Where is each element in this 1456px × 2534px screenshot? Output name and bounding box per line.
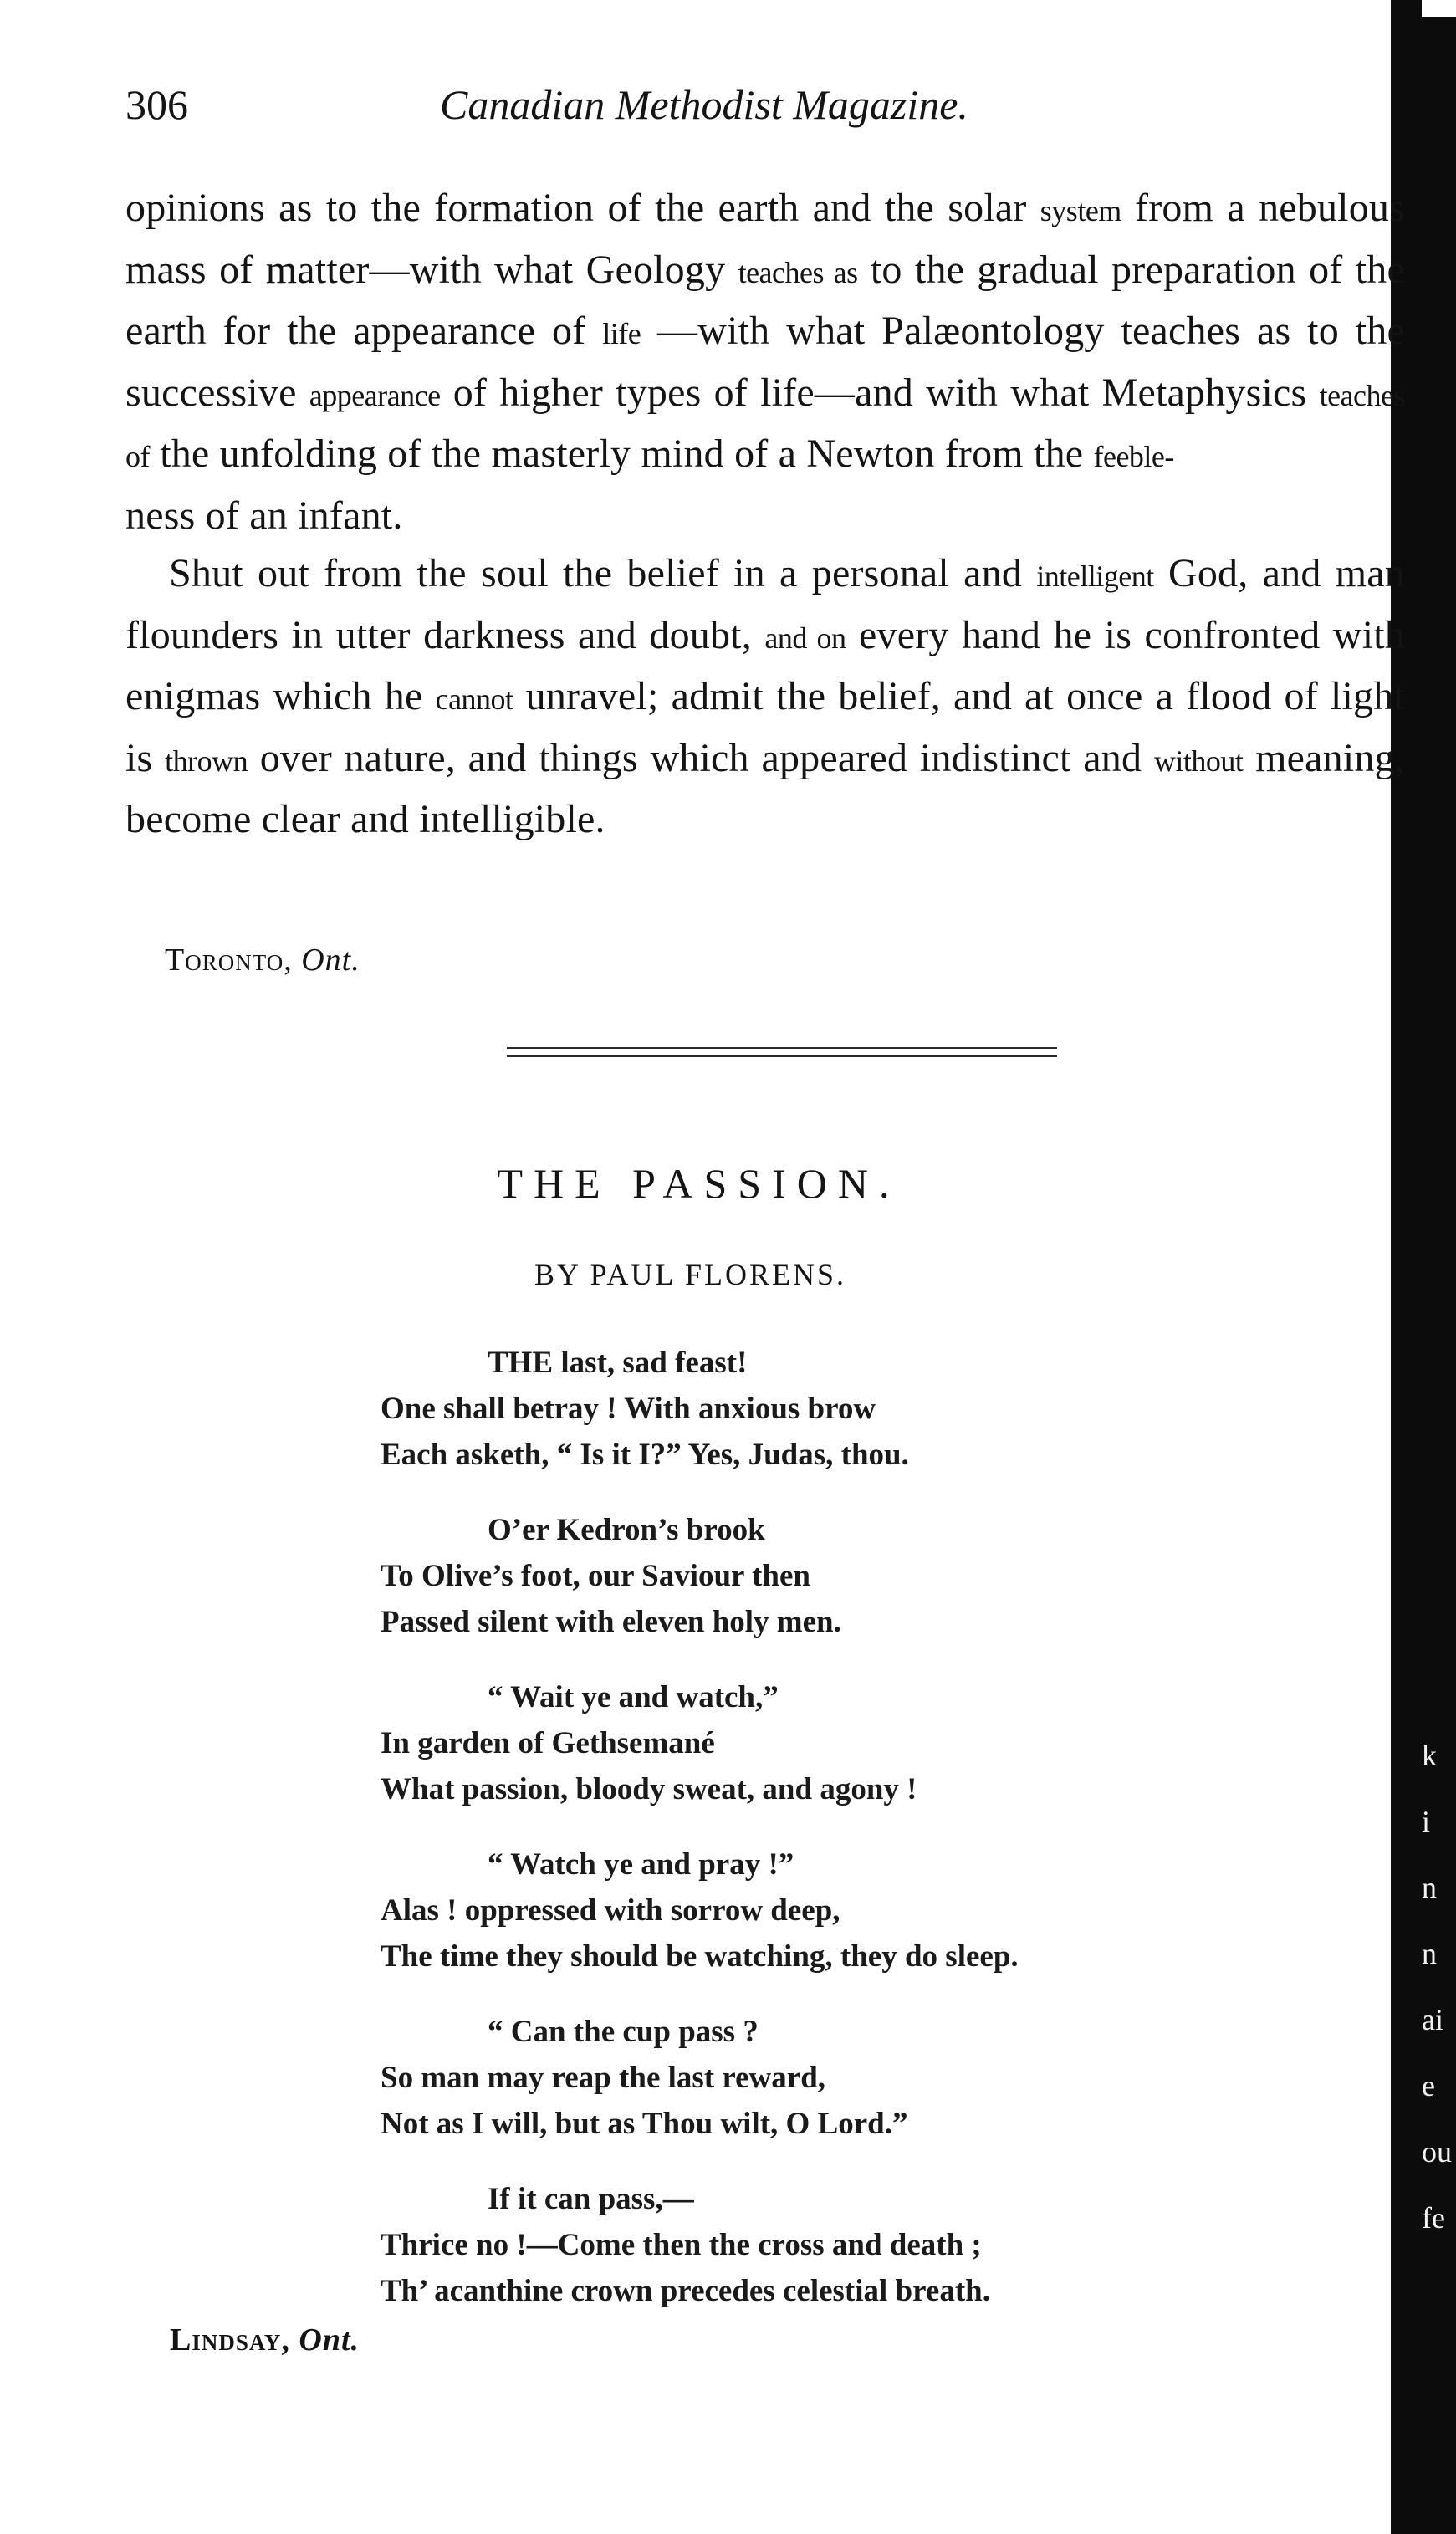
poem-line: “ Watch ye and pray !” xyxy=(488,1847,794,1882)
poem-line: “ Can the cup pass ? xyxy=(488,2015,759,2049)
poem-line: Thrice no !—Come then the cross and death ; xyxy=(381,2228,982,2262)
page-number: 306 xyxy=(125,81,188,128)
poem xyxy=(381,1340,1019,2343)
poem-line: Th’ acanthine crown precedes celestial breath. xyxy=(381,2274,990,2308)
stanza xyxy=(381,1842,1019,1980)
poem-line: So man may reap the last reward, xyxy=(381,2061,826,2095)
poem-line: Alas ! oppressed with sorrow deep, xyxy=(381,1893,840,1928)
poem-byline: BY PAUL FLORENS. xyxy=(534,1258,847,1291)
poem-line: If it can pass,— xyxy=(488,2182,694,2216)
poem-line: THE last, sad feast! xyxy=(488,1346,748,1380)
poem-line: The time they should be watching, they do sleep. xyxy=(381,1939,1019,1974)
stanza xyxy=(381,2009,1019,2147)
poem-line: Each asketh, “ Is it I?” Yes, Judas, thou. xyxy=(381,1438,909,1472)
poem-line: “ Wait ye and watch,” xyxy=(488,1680,779,1714)
edge-fragment: i xyxy=(1422,1805,1431,1838)
poem-line: Passed silent with eleven holy men. xyxy=(381,1605,841,1639)
edge-fragment: k xyxy=(1422,1739,1437,1772)
stanza xyxy=(381,1674,1019,1812)
edge-fragment: n xyxy=(1422,1937,1437,1970)
poem-line: What passion, bloody sweat, and agony ! xyxy=(381,1772,917,1806)
paragraph-2: Shut out from the soul the belief in a personal and intelligent God, and man flounders in utter darkness and doubt, and on every hand he is confronted with enigmas which he cannot unravel; admit the belief, and at once a flood of light is thrown over nature, and things which appeared indistinct and without meaning, become clear and intelligible. xyxy=(125,551,1405,841)
poem-title: THE PASSION. xyxy=(497,1160,901,1207)
section-rule-top xyxy=(507,1047,1057,1049)
running-header xyxy=(125,80,1129,139)
edge-fragment: e xyxy=(1422,2069,1435,2102)
stanza xyxy=(381,2176,1019,2314)
stanza xyxy=(381,1340,1019,1478)
scan-edge-notch xyxy=(1422,0,1456,17)
edge-fragment: n xyxy=(1422,1871,1437,1904)
paragraph-1: opinions as to the formation of the earth and the solar system from a nebulous mass of matter—with what Geology teaches as to the gradual preparation of the earth for the appearance of life —with what Palæontology teaches as to the successive appearance of higher types of life—and with what Metaphysics teaches of the unfolding of the masterly mind of a Newton from the feeble- ness of an infant. xyxy=(125,186,1406,538)
facing-page-fragments xyxy=(1422,1723,1456,2251)
edge-fragment: ou xyxy=(1422,2135,1452,2169)
edge-fragment: ai xyxy=(1422,2003,1443,2036)
article-body xyxy=(125,179,1405,849)
poem-line: To Olive’s foot, our Saviour then xyxy=(381,1559,810,1593)
stanza xyxy=(381,1507,1019,1645)
place-signature-toronto: Toronto, Ont. xyxy=(165,943,360,978)
poem-line: In garden of Gethsemané xyxy=(381,1726,715,1760)
poem-line: O’er Kedron’s brook xyxy=(488,1513,765,1547)
poem-line: Not as I will, but as Thou wilt, O Lord.” xyxy=(381,2107,908,2141)
place-signature-lindsay: Lindsay, Ont. xyxy=(170,2322,360,2358)
magazine-title: Canadian Methodist Magazine. xyxy=(440,81,968,128)
section-rule-bottom xyxy=(507,1055,1057,1057)
edge-fragment: fe xyxy=(1422,2201,1445,2235)
poem-line: One shall betray ! With anxious brow xyxy=(381,1392,876,1426)
